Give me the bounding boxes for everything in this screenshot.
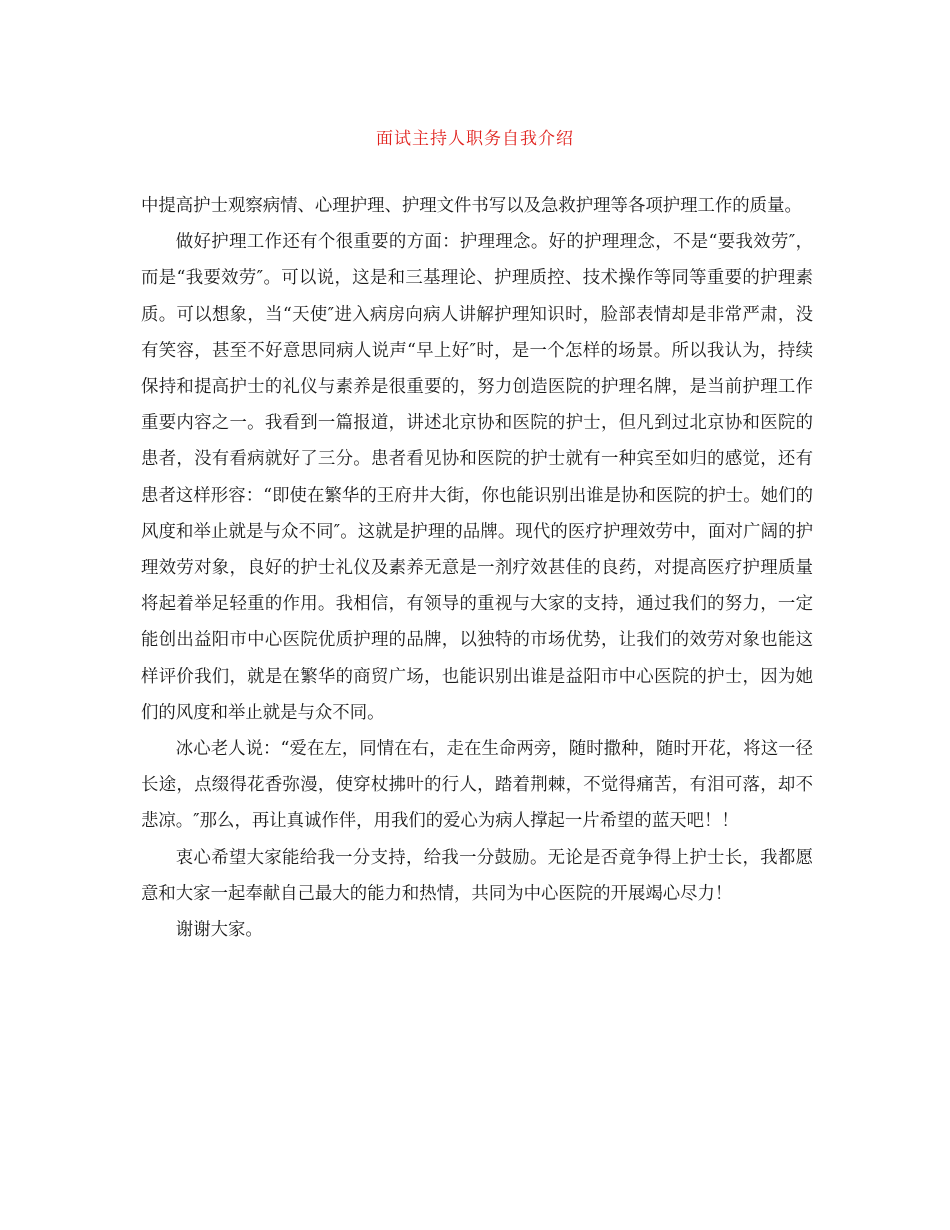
- paragraph-bingxin-quote: 冰心老人说：“爱在左，同情在右，走在生命两旁，随时撒种，随时开花，将这一径长途，点缀得花香弥漫，使穿杖拂叶的行人，踏着荆棘，不觉得痛苦，有泪可落，却不悲凉。″那么，再让真诚作伴，用我们的爱心为病人撑起一片希望的蓝天吧！！: [141, 739, 813, 832]
- paragraph-thanks: 谢谢大家。: [175, 920, 263, 941]
- paragraph-request-support: 衷心希望大家能给我一分支持，给我一分鼓励。无论是否竟争得上护士长，我都愿意和大家一起奉献自己最大的能力和热情，共同为中心医院的开展竭心尽力！: [141, 847, 813, 904]
- paragraph-nursing-philosophy: 做好护理工作还有个很重要的方面：护理理念。好的护理理念，不是“要我效劳″，而是“我要效劳″。可以说，这是和三基理论、护理质控、技术操作等同等重要的护理素质。可以想象，当“天使″进入病房向病人讲解护理知识时，脸部表情却是非常严肃，没有笑容，甚至不好意思同病人说声“早上好″时，是一个怎样的场景。所以我认为，持续保持和提高护士的礼仪与素养是很重要的，努力创造医院的护理名牌，是当前护理工作重要内容之一。我看到一篇报道，讲述北京协和医院的护士，但凡到过北京协和医院的患者，没有看病就好了三分。患者看见协和医院的护士就有一种宾至如归的感觉，还有患者这样形容：“即使在繁华的王府井大街，你也能识别出谁是协和医院的护士。她们的风度和举止就是与众不同″。这就是护理的品牌。现代的医疗护理效劳中，面对广阔的护理效劳对象，良好的护士礼仪及素养无意是一剂疗效甚佳的良药，对提高医疗护理质量将起着举足轻重的作用。我相信，有领导的重视与大家的支持，通过我们的努力，一定能创出益阳市中心医院优质护理的品牌，以独特的市场优势，让我们的效劳对象也能这样评价我们，就是在繁华的商贸广场，也能识别出谁是益阳市中心医院的护士，因为她们的风度和举止就是与众不同。: [141, 232, 813, 723]
- paragraph-continuation: 中提高护士观察病情、心理护理、护理文件书写以及急救护理等各项护理工作的质量。: [141, 196, 802, 216]
- document-title: 面试主持人职务自我介绍: [376, 129, 574, 149]
- document-body: [141, 188, 813, 948]
